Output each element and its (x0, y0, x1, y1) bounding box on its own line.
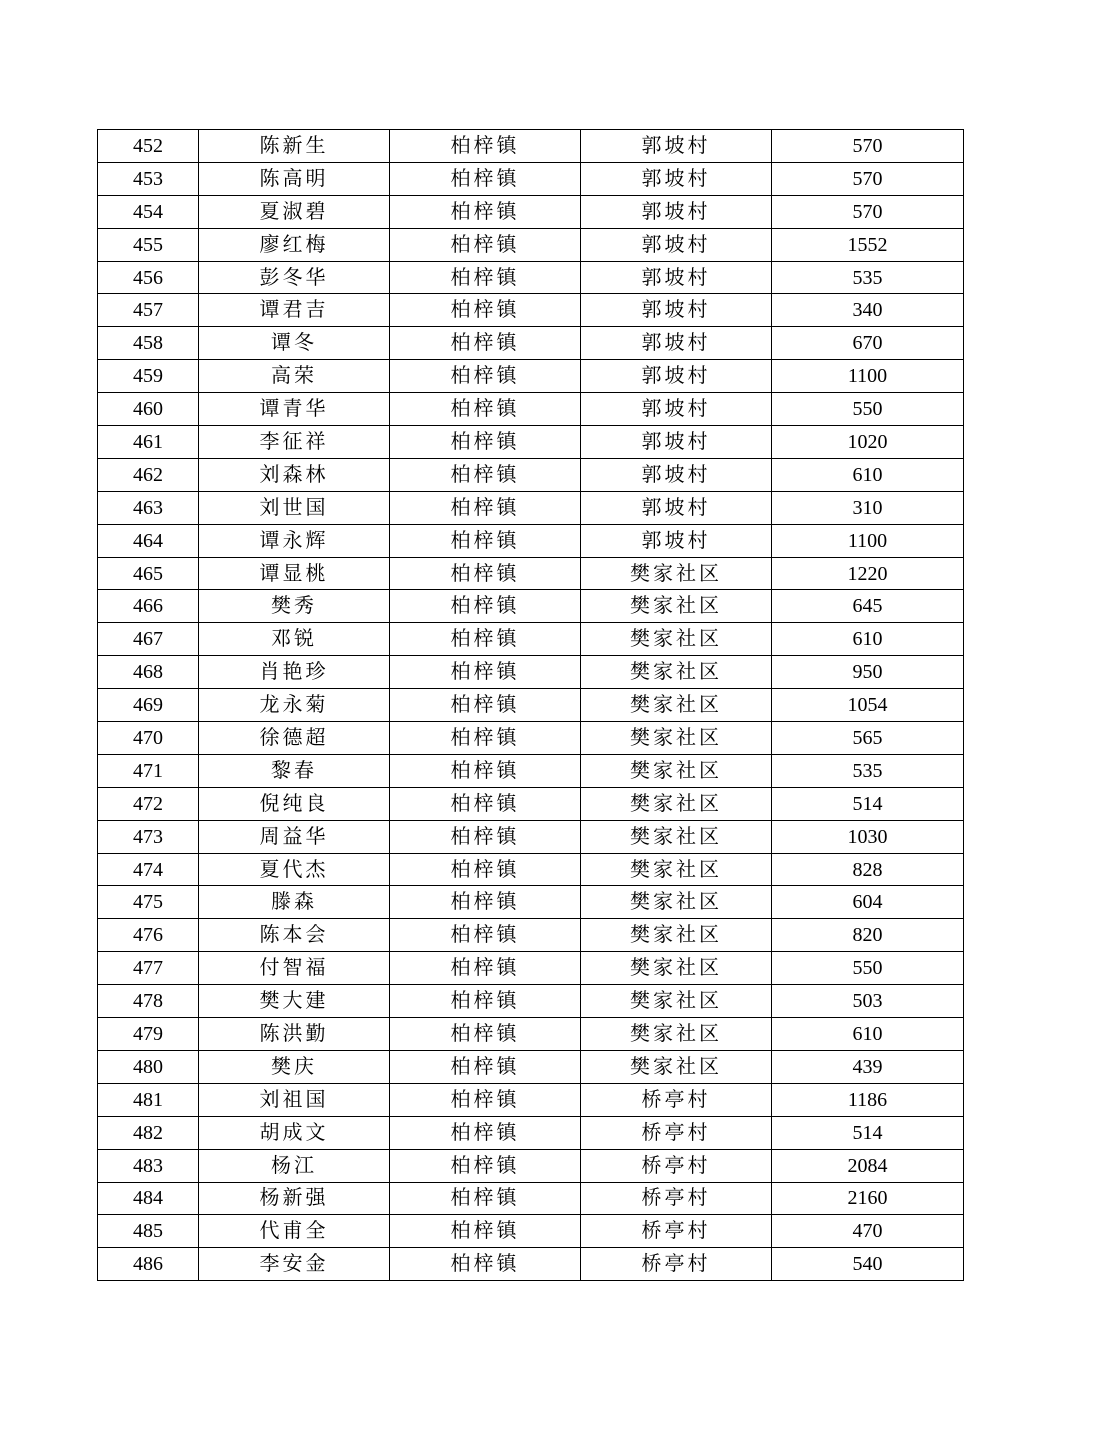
cell-village: 樊家社区 (581, 952, 772, 985)
cell-village: 桥亭村 (581, 1182, 772, 1215)
cell-village: 郭坡村 (581, 261, 772, 294)
table-row (98, 656, 964, 689)
cell-town: 柏梓镇 (390, 491, 581, 524)
cell-village: 郭坡村 (581, 294, 772, 327)
cell-village: 桥亭村 (581, 1149, 772, 1182)
cell-amount: 1030 (772, 820, 964, 853)
table-row (98, 952, 964, 985)
cell-amount: 610 (772, 458, 964, 491)
table-row (98, 294, 964, 327)
cell-village: 郭坡村 (581, 458, 772, 491)
cell-name: 廖红梅 (199, 228, 390, 261)
cell-amount: 2160 (772, 1182, 964, 1215)
cell-town: 柏梓镇 (390, 261, 581, 294)
cell-amount: 645 (772, 590, 964, 623)
cell-name: 彭冬华 (199, 261, 390, 294)
cell-name: 樊庆 (199, 1050, 390, 1083)
cell-village: 樊家社区 (581, 820, 772, 853)
cell-amount: 514 (772, 1116, 964, 1149)
cell-number: 472 (98, 787, 199, 820)
table-row (98, 919, 964, 952)
cell-village: 郭坡村 (581, 130, 772, 163)
table-row (98, 162, 964, 195)
cell-name: 倪纯良 (199, 787, 390, 820)
cell-number: 457 (98, 294, 199, 327)
cell-village: 樊家社区 (581, 689, 772, 722)
cell-name: 谭冬 (199, 327, 390, 360)
cell-number: 458 (98, 327, 199, 360)
cell-name: 陈高明 (199, 162, 390, 195)
cell-amount: 2084 (772, 1149, 964, 1182)
cell-name: 刘祖国 (199, 1083, 390, 1116)
cell-number: 471 (98, 754, 199, 787)
cell-amount: 670 (772, 327, 964, 360)
cell-town: 柏梓镇 (390, 1248, 581, 1281)
cell-town: 柏梓镇 (390, 722, 581, 755)
cell-town: 柏梓镇 (390, 393, 581, 426)
table-row (98, 1083, 964, 1116)
cell-name: 夏代杰 (199, 853, 390, 886)
table-row (98, 787, 964, 820)
table-row (98, 1018, 964, 1051)
cell-amount: 535 (772, 261, 964, 294)
cell-amount: 550 (772, 952, 964, 985)
cell-village: 樊家社区 (581, 853, 772, 886)
cell-name: 杨新强 (199, 1182, 390, 1215)
table-row (98, 491, 964, 524)
cell-name: 樊秀 (199, 590, 390, 623)
table-row (98, 754, 964, 787)
cell-town: 柏梓镇 (390, 1182, 581, 1215)
cell-amount: 514 (772, 787, 964, 820)
cell-number: 465 (98, 557, 199, 590)
cell-number: 466 (98, 590, 199, 623)
cell-number: 453 (98, 162, 199, 195)
cell-name: 谭显桃 (199, 557, 390, 590)
cell-amount: 470 (772, 1215, 964, 1248)
cell-amount: 828 (772, 853, 964, 886)
cell-town: 柏梓镇 (390, 327, 581, 360)
cell-number: 481 (98, 1083, 199, 1116)
cell-name: 杨江 (199, 1149, 390, 1182)
cell-amount: 1054 (772, 689, 964, 722)
cell-name: 胡成文 (199, 1116, 390, 1149)
cell-village: 樊家社区 (581, 1050, 772, 1083)
cell-number: 469 (98, 689, 199, 722)
table-row (98, 228, 964, 261)
cell-amount: 540 (772, 1248, 964, 1281)
cell-number: 470 (98, 722, 199, 755)
cell-village: 桥亭村 (581, 1248, 772, 1281)
cell-number: 452 (98, 130, 199, 163)
cell-number: 479 (98, 1018, 199, 1051)
table-row (98, 820, 964, 853)
cell-amount: 535 (772, 754, 964, 787)
table-row (98, 689, 964, 722)
table-row (98, 1116, 964, 1149)
cell-village: 郭坡村 (581, 360, 772, 393)
cell-amount: 310 (772, 491, 964, 524)
cell-name: 周益华 (199, 820, 390, 853)
table-row (98, 623, 964, 656)
table-row (98, 393, 964, 426)
cell-name: 李安金 (199, 1248, 390, 1281)
cell-number: 486 (98, 1248, 199, 1281)
cell-amount: 1020 (772, 426, 964, 459)
cell-town: 柏梓镇 (390, 1215, 581, 1248)
cell-town: 柏梓镇 (390, 557, 581, 590)
cell-town: 柏梓镇 (390, 952, 581, 985)
cell-number: 456 (98, 261, 199, 294)
cell-number: 454 (98, 195, 199, 228)
cell-town: 柏梓镇 (390, 458, 581, 491)
cell-village: 郭坡村 (581, 327, 772, 360)
table-row (98, 1149, 964, 1182)
table-row (98, 853, 964, 886)
table-row (98, 985, 964, 1018)
table-row (98, 557, 964, 590)
table-row (98, 1050, 964, 1083)
cell-village: 樊家社区 (581, 787, 772, 820)
records-table (97, 129, 964, 1281)
cell-amount: 565 (772, 722, 964, 755)
cell-number: 482 (98, 1116, 199, 1149)
cell-number: 467 (98, 623, 199, 656)
cell-number: 463 (98, 491, 199, 524)
cell-town: 柏梓镇 (390, 1149, 581, 1182)
cell-town: 柏梓镇 (390, 195, 581, 228)
cell-amount: 1100 (772, 360, 964, 393)
records-table-body (98, 130, 964, 1281)
cell-name: 龙永菊 (199, 689, 390, 722)
table-row (98, 426, 964, 459)
cell-number: 485 (98, 1215, 199, 1248)
cell-amount: 570 (772, 130, 964, 163)
cell-village: 樊家社区 (581, 656, 772, 689)
cell-village: 桥亭村 (581, 1215, 772, 1248)
cell-town: 柏梓镇 (390, 886, 581, 919)
cell-village: 樊家社区 (581, 557, 772, 590)
cell-town: 柏梓镇 (390, 228, 581, 261)
cell-village: 樊家社区 (581, 919, 772, 952)
cell-name: 滕森 (199, 886, 390, 919)
cell-number: 460 (98, 393, 199, 426)
table-row (98, 886, 964, 919)
cell-amount: 439 (772, 1050, 964, 1083)
cell-name: 邓锐 (199, 623, 390, 656)
cell-amount: 340 (772, 294, 964, 327)
cell-amount: 604 (772, 886, 964, 919)
cell-amount: 503 (772, 985, 964, 1018)
cell-amount: 1186 (772, 1083, 964, 1116)
cell-amount: 950 (772, 656, 964, 689)
cell-amount: 1552 (772, 228, 964, 261)
cell-name: 陈本会 (199, 919, 390, 952)
cell-amount: 570 (772, 162, 964, 195)
cell-town: 柏梓镇 (390, 754, 581, 787)
cell-village: 樊家社区 (581, 1018, 772, 1051)
table-row (98, 327, 964, 360)
cell-name: 陈洪勤 (199, 1018, 390, 1051)
cell-amount: 570 (772, 195, 964, 228)
cell-name: 黎春 (199, 754, 390, 787)
cell-number: 478 (98, 985, 199, 1018)
cell-number: 461 (98, 426, 199, 459)
cell-number: 459 (98, 360, 199, 393)
table-row (98, 130, 964, 163)
cell-name: 徐德超 (199, 722, 390, 755)
cell-town: 柏梓镇 (390, 294, 581, 327)
cell-town: 柏梓镇 (390, 1083, 581, 1116)
cell-number: 475 (98, 886, 199, 919)
cell-number: 480 (98, 1050, 199, 1083)
table-row (98, 458, 964, 491)
cell-village: 樊家社区 (581, 590, 772, 623)
cell-town: 柏梓镇 (390, 130, 581, 163)
cell-number: 464 (98, 524, 199, 557)
cell-name: 谭君吉 (199, 294, 390, 327)
cell-town: 柏梓镇 (390, 1018, 581, 1051)
cell-village: 郭坡村 (581, 426, 772, 459)
cell-village: 桥亭村 (581, 1116, 772, 1149)
table-row (98, 1248, 964, 1281)
table-row (98, 722, 964, 755)
cell-town: 柏梓镇 (390, 1050, 581, 1083)
table-row (98, 524, 964, 557)
cell-number: 455 (98, 228, 199, 261)
cell-name: 付智福 (199, 952, 390, 985)
cell-village: 桥亭村 (581, 1083, 772, 1116)
cell-name: 李征祥 (199, 426, 390, 459)
cell-name: 刘世国 (199, 491, 390, 524)
cell-amount: 550 (772, 393, 964, 426)
cell-town: 柏梓镇 (390, 853, 581, 886)
cell-town: 柏梓镇 (390, 426, 581, 459)
cell-name: 刘森林 (199, 458, 390, 491)
cell-village: 郭坡村 (581, 491, 772, 524)
cell-number: 462 (98, 458, 199, 491)
cell-number: 477 (98, 952, 199, 985)
table-row (98, 590, 964, 623)
cell-village: 樊家社区 (581, 722, 772, 755)
cell-town: 柏梓镇 (390, 623, 581, 656)
cell-town: 柏梓镇 (390, 590, 581, 623)
table-row (98, 195, 964, 228)
table-row (98, 360, 964, 393)
cell-amount: 610 (772, 623, 964, 656)
table-row (98, 1215, 964, 1248)
cell-town: 柏梓镇 (390, 1116, 581, 1149)
table-row (98, 1182, 964, 1215)
cell-town: 柏梓镇 (390, 360, 581, 393)
cell-name: 樊大建 (199, 985, 390, 1018)
cell-town: 柏梓镇 (390, 656, 581, 689)
cell-number: 473 (98, 820, 199, 853)
cell-name: 肖艳珍 (199, 656, 390, 689)
cell-village: 樊家社区 (581, 754, 772, 787)
cell-town: 柏梓镇 (390, 820, 581, 853)
table-row (98, 261, 964, 294)
cell-number: 468 (98, 656, 199, 689)
cell-number: 483 (98, 1149, 199, 1182)
cell-village: 郭坡村 (581, 524, 772, 557)
cell-name: 代甫全 (199, 1215, 390, 1248)
cell-village: 郭坡村 (581, 195, 772, 228)
cell-town: 柏梓镇 (390, 985, 581, 1018)
cell-town: 柏梓镇 (390, 162, 581, 195)
cell-name: 高荣 (199, 360, 390, 393)
cell-amount: 820 (772, 919, 964, 952)
cell-number: 476 (98, 919, 199, 952)
cell-name: 陈新生 (199, 130, 390, 163)
cell-amount: 1220 (772, 557, 964, 590)
cell-town: 柏梓镇 (390, 689, 581, 722)
cell-village: 郭坡村 (581, 393, 772, 426)
cell-town: 柏梓镇 (390, 524, 581, 557)
cell-number: 474 (98, 853, 199, 886)
cell-amount: 610 (772, 1018, 964, 1051)
cell-village: 樊家社区 (581, 985, 772, 1018)
cell-number: 484 (98, 1182, 199, 1215)
cell-name: 谭青华 (199, 393, 390, 426)
cell-name: 夏淑碧 (199, 195, 390, 228)
cell-town: 柏梓镇 (390, 787, 581, 820)
cell-amount: 1100 (772, 524, 964, 557)
cell-town: 柏梓镇 (390, 919, 581, 952)
cell-village: 郭坡村 (581, 162, 772, 195)
cell-village: 郭坡村 (581, 228, 772, 261)
cell-name: 谭永辉 (199, 524, 390, 557)
cell-village: 樊家社区 (581, 886, 772, 919)
cell-village: 樊家社区 (581, 623, 772, 656)
